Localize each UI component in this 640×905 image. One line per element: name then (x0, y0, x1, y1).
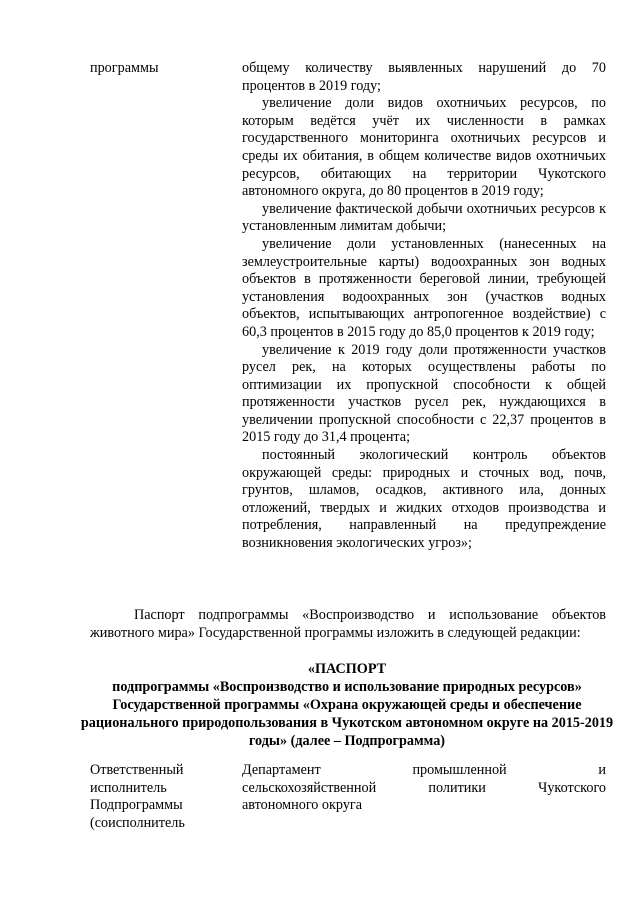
responsible-label (90, 762, 230, 832)
intro-paragraph: Паспорт подпрограммы «Воспроизводство и использование объектов животного мира» Государственной программы изложить в следующей редакции: (90, 607, 606, 641)
responsible-label-line: (соисполнитель (90, 814, 185, 831)
passport-title: «ПАСПОРТ (307, 661, 387, 677)
indicator-item: общему количеству выявленных нарушений до 70 процентов в 2019 году; (242, 60, 606, 94)
responsible-value-line: автономного округа (242, 797, 363, 814)
indicator-item: увеличение фактической добычи охотничьих ресурсов к установленным лимитам добычи; (242, 200, 606, 235)
responsible-value-line: сельскохозяйственной политики Чукотского (242, 779, 606, 796)
indicators-list (242, 60, 606, 553)
passport-subtitle: подпрограммы «Воспроизводство и использование природных ресурсов» Государственной программы «Охрана окружающей среды и обеспечение рационального природопользования в Чукотском автономном округе на 2015-2019 годы» (далее – Подпрограмма) (80, 679, 614, 749)
row-label: программы (90, 60, 159, 76)
indicator-item: постоянный экологический контроль объектов окружающей среды: природных и сточных вод, почв, грунтов, шламов, осадков, активного ила, донных отложений, твердых и жидких отходов производства и потребления, направленный на предупреждение возникновения экологических угроз»; (242, 447, 606, 552)
passport-heading (80, 660, 614, 750)
responsible-label-line: Ответственный (90, 762, 184, 778)
responsible-label-line: Подпрограммы (90, 797, 183, 814)
indicator-item: увеличение доли установленных (нанесенных на землеустроительные карты) водоохранных зон водных объектов в протяженности береговой линии, требующей установления водоохранных зон (участков водных объектов, испытывающих антропогенное воздействие) с 60,3 процентов в 2015 году до 85,0 процентов к 2019 году; (242, 235, 606, 340)
responsible-value-line: Департамент промышленной и (242, 762, 606, 778)
indicator-item: увеличение доли видов охотничьих ресурсов, по которым ведётся учёт их численности в рамках государственного мониторинга охотничьих ресурсов и среды их обитания, в общем количестве видов охотничьих ресурсов, обитающих на территории Чукотского автономного округа, до 80 процентов в 2019 году; (242, 95, 606, 200)
indicator-item: увеличение к 2019 году доли протяженности участков русел рек, на которых осуществлены работы по оптимизации их пропускной способности к общей протяженности участков русел рек, нуждающихся в увеличении пропускной способности с 22,37 процентов в 2015 году до 31,4 процента; (242, 341, 606, 446)
responsible-value (242, 762, 606, 815)
responsible-label-line: исполнитель (90, 779, 167, 796)
